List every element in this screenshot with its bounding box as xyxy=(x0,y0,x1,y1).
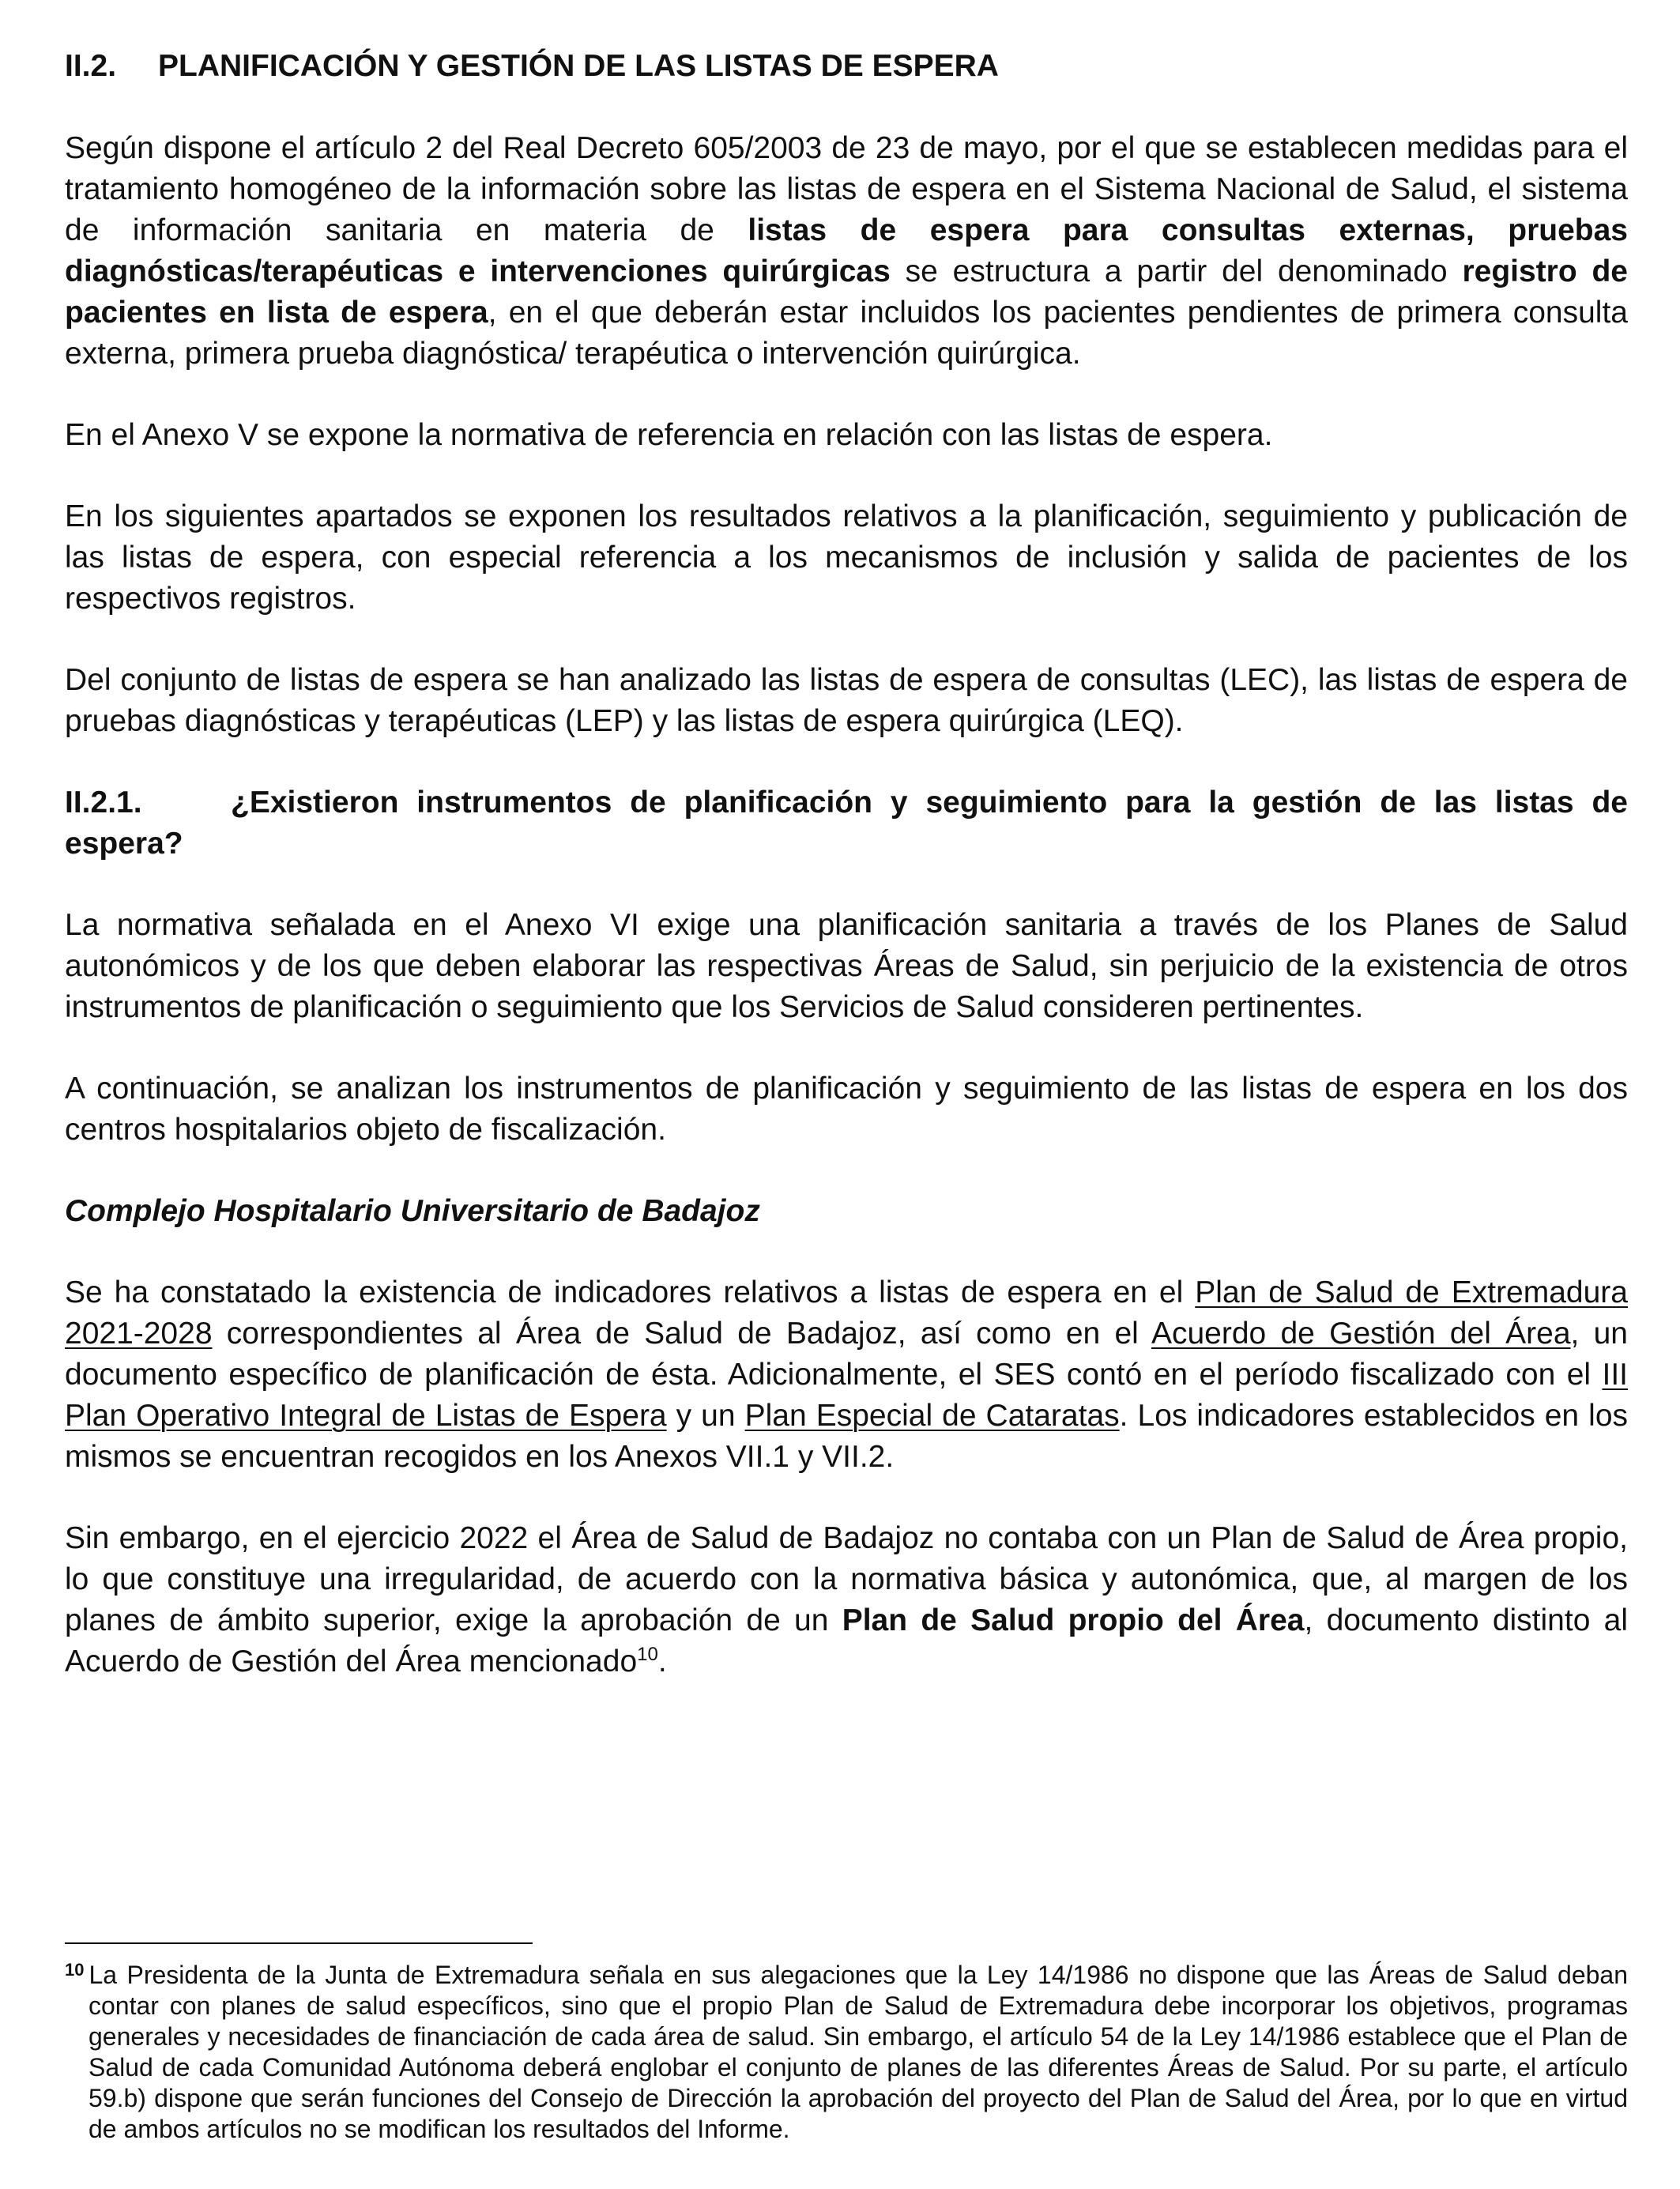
p7-text-b: correspondientes al Área de Salud de Badajoz, así como en el xyxy=(212,1317,1151,1351)
section-number: II.2. xyxy=(65,49,117,83)
paragraph-anexo-v: En el Anexo V se expone la normativa de referencia en relación con las listas de espera. xyxy=(65,418,1273,452)
paragraph-conjunto-listas: Del conjunto de listas de espera se han analizado las listas de espera de consultas (LEC), las listas de espera de pruebas diagnósticas y terapéuticas (LEP) y las listas de espera quirúrgica (LEQ). xyxy=(65,663,1628,738)
section-heading xyxy=(65,46,1628,87)
footnote-text: La Presidenta de la Junta de Extremadura señala en sus alegaciones que la Ley 14/1986 no dispone que las Áreas de Salud deban contar con planes de salud específicos, sino que el propio Plan de Salud de Extremadura debe incorporar los objetivos, programas generales y necesidades de financiación de cada área de salud. Sin embargo, el artículo 54 de la Ley 14/1986 establece que el Plan de Salud de cada Comunidad Autónoma deberá englobar el conjunto de planes de las diferentes Áreas de Salud. Por su parte, el artículo 59.b) dispone que serán funciones del Consejo de Dirección la aprobación del proyecto del Plan de Salud del Área, por lo que en virtud de ambos artículos no se modifican los resultados del Informe. xyxy=(89,1961,1628,2143)
paragraph-normativa-anexo-vi: La normativa señalada en el Anexo VI exige una planificación sanitaria a través de los Planes de Salud autonómicos y de los que deben elaborar las respectivas Áreas de Salud, sin perjuicio de la existencia de otros instrumentos de planificación o seguimiento que los Servicios de Salud consideren pertinentes. xyxy=(65,908,1628,1024)
p1-text-c: se estructura a partir del denominado xyxy=(890,254,1463,288)
paragraph-real-decreto xyxy=(65,128,1628,375)
p8-text-d: . xyxy=(657,1645,667,1678)
p8-text-c: , documento distinto al Acuerdo de Gestión del Área mencionado xyxy=(65,1603,1629,1678)
link-plan-operativo[interactable]: III Plan Operativo Integral de Listas de Espera xyxy=(65,1358,1628,1433)
section-title: PLANIFICACIÓN Y GESTIÓN DE LAS LISTAS DE ESPERA xyxy=(158,49,999,83)
p7-text-d: y un xyxy=(666,1399,745,1433)
subsection-heading xyxy=(65,782,1628,865)
link-acuerdo-gestion[interactable]: Acuerdo de Gestión del Área xyxy=(1151,1317,1571,1351)
p7-text-a: Se ha constatado la existencia de indicadores relativos a listas de espera en el xyxy=(65,1275,1196,1309)
p1-text-d: , en el que deberán estar incluidos los pacientes pendientes de primera consulta externa, primera prueba diagnóstica/ terapéutica o intervención quirúrgica. xyxy=(65,296,1628,371)
link-plan-cataratas[interactable]: Plan Especial de Cataratas xyxy=(744,1399,1120,1433)
p1-bold-listas: listas de espera para consultas externas, pruebas diagnósticas/terapéuticas e intervenciones quirúrgicas xyxy=(65,213,1629,288)
p7-text-e: . Los indicadores establecidos en los mismos se encuentran recogidos en los Anexos VII.1 y VII.2. xyxy=(65,1399,1629,1474)
footnote-number: 10 xyxy=(65,1960,85,1980)
document-page xyxy=(65,46,1628,1723)
p8-bold-plan-salud: Plan de Salud propio del Área xyxy=(842,1603,1305,1637)
paragraph-sin-embargo xyxy=(65,1518,1628,1682)
footnote-separator xyxy=(65,1942,533,1944)
p1-bold-registro: registro de pacientes en lista de espera xyxy=(65,254,1628,330)
p8-text-a: Sin embargo, en el ejercicio 2022 el Área de Salud de Badajoz no contaba con un Plan de Salud de Área propio, lo que constituye una irregularidad, de acuerdo con la normativa básica y autonómica, que, al margen de los planes de ámbito superior, exige la aprobación de un xyxy=(65,1521,1628,1637)
hospital-heading: Complejo Hospitalario Universitario de Badajoz xyxy=(65,1194,760,1228)
paragraph-indicadores xyxy=(65,1272,1628,1478)
subsection-number: II.2.1. xyxy=(65,786,142,819)
footnote-reference[interactable]: 10 xyxy=(637,1644,658,1665)
link-plan-salud-extremadura[interactable]: Plan de Salud de Extremadura 2021-2028 xyxy=(65,1275,1628,1351)
paragraph-apartados: En los siguientes apartados se exponen los resultados relativos a la planificación, seguimiento y publicación de las listas de espera, con especial referencia a los mecanismos de inclusión y salida de pacientes de los respectivos registros. xyxy=(65,499,1628,616)
paragraph-a-continuacion: A continuación, se analizan los instrumentos de planificación y seguimiento de las listas de espera en los dos centros hospitalarios objeto de fiscalización. xyxy=(65,1072,1628,1147)
p7-text-c: , un documento específico de planificación de ésta. Adicionalmente, el SES contó en el período fiscalizado con el xyxy=(65,1317,1629,1392)
footnote xyxy=(65,1960,1628,2145)
subsection-title: ¿Existieron instrumentos de planificación y seguimiento para la gestión de las listas de espera? xyxy=(65,786,1628,861)
p1-text-a: Según dispone el artículo 2 del Real Decreto 605/2003 de 23 de mayo, por el que se establecen medidas para el tratamiento homogéneo de la información sobre las listas de espera en el Sistema Nacional de Salud, el sistema de información sanitaria en materia de xyxy=(65,131,1628,247)
